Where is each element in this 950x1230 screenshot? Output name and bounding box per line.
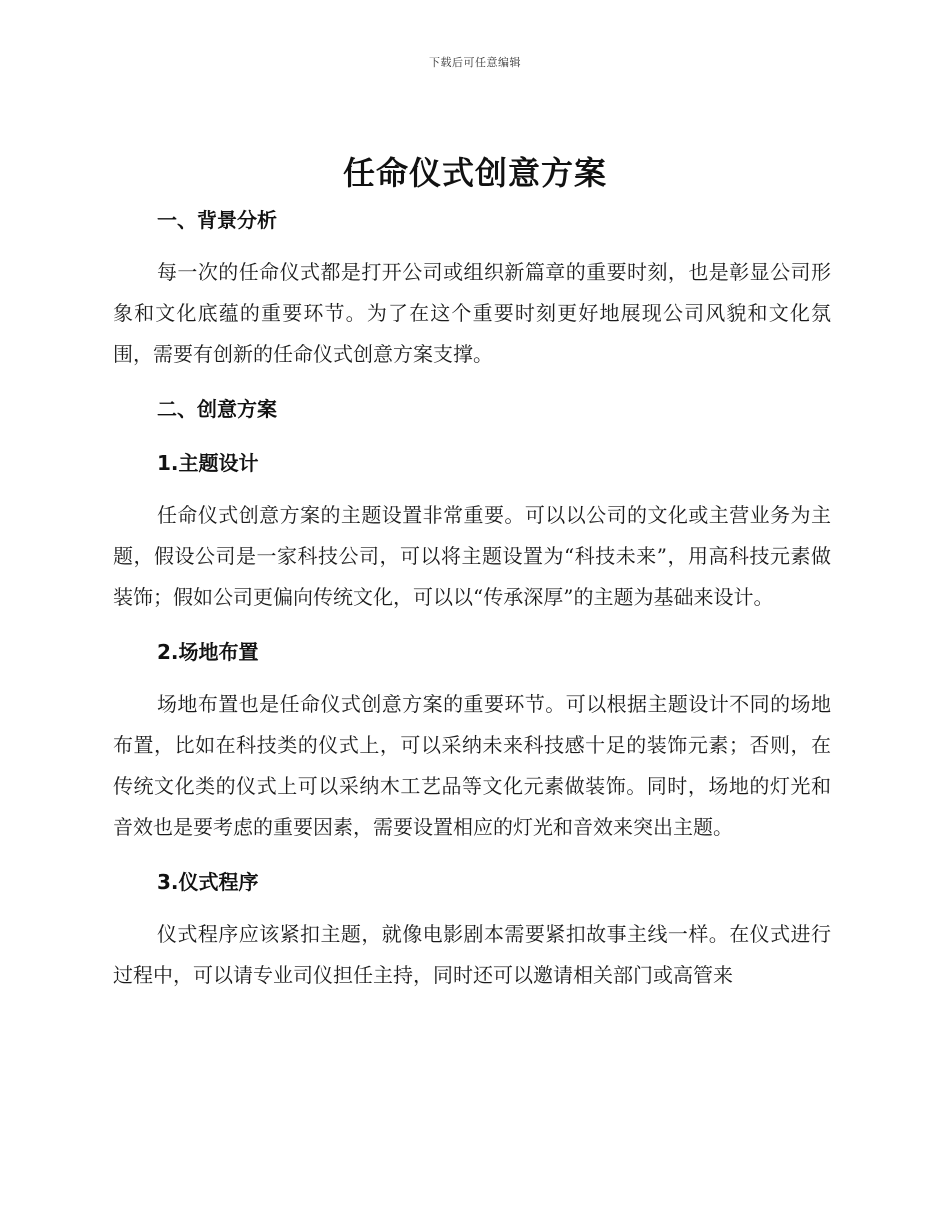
section-heading-creative-plan: 二、创意方案 — [157, 397, 277, 421]
subheading-venue-layout: 2.场地布置 — [157, 640, 259, 664]
paragraph-background: 每一次的任命仪式都是打开公司或组织新篇章的重要时刻，也是彰显公司形象和文化底蕴的重要环节。为了在这个重要时刻更好地展现公司风貌和文化氛围，需要有创新的任命仪式创意方案支撑。 — [113, 260, 831, 366]
subheading-theme-design: 1.主题设计 — [157, 451, 259, 475]
subheading-ceremony-procedure: 3.仪式程序 — [157, 870, 259, 894]
paragraph-theme-design: 任命仪式创意方案的主题设置非常重要。可以以公司的文化或主营业务为主题，假设公司是一家科技公司，可以将主题设置为“科技未来”，用高科技元素做装饰；假如公司更偏向传统文化，可以以“传承深厚”的主题为基础来设计。 — [113, 503, 831, 609]
header-note: 下载后可任意编辑 — [429, 56, 521, 69]
paragraph-venue-layout: 场地布置也是任命仪式创意方案的重要环节。可以根据主题设计不同的场地布置，比如在科技类的仪式上，可以采纳未来科技感十足的装饰元素；否则，在传统文化类的仪式上可以采纳木工艺品等文化元素做装饰。同时，场地的灯光和音效也是要考虑的重要因素，需要设置相应的灯光和音效来突出主题。 — [113, 692, 831, 839]
section-heading-background: 一、背景分析 — [157, 208, 277, 232]
document-body — [113, 198, 831, 996]
document-title: 任命仪式创意方案 — [342, 154, 607, 192]
paragraph-ceremony-procedure: 仪式程序应该紧扣主题，就像电影剧本需要紧扣故事主线一样。在仪式进行过程中，可以请专业司仪担任主持，同时还可以邀请相关部门或高管来 — [113, 922, 831, 987]
